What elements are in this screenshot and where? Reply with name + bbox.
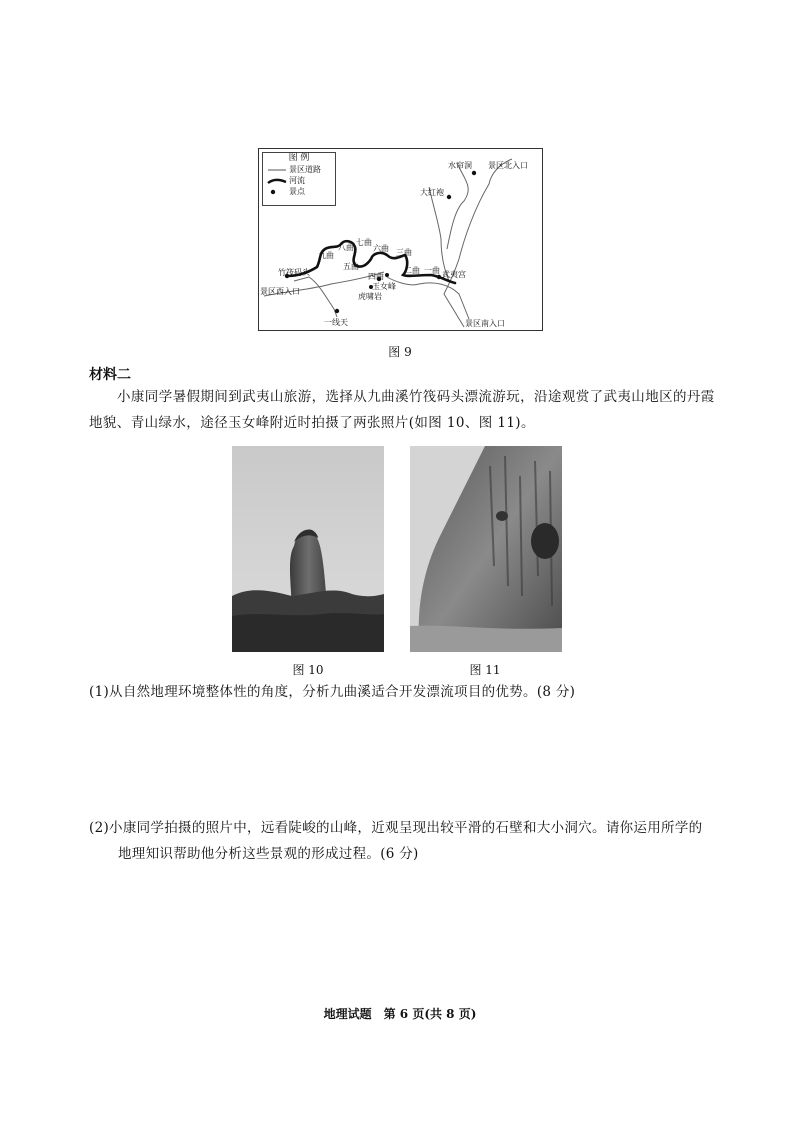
material-2-title: 材料二 xyxy=(89,367,131,383)
question-1: (1)从自然地理环境整体性的角度，分析九曲溪适合开发漂流项目的优势。(8 分) xyxy=(89,684,576,700)
question-2-line-1: (2)小康同学拍摄的照片中，远看陡峻的山峰，近观呈现出较平滑的石壁和大小洞穴。请你运用所学的 xyxy=(89,820,703,836)
material-2-line-2: 地貌、青山绿水，途径玉女峰附近时拍摄了两张照片(如图 10、图 11)。 xyxy=(89,415,535,431)
label-dahongpao: 大红袍 xyxy=(420,188,444,197)
label-south-entrance: 景区南入口 xyxy=(465,319,505,328)
photo-figure-10 xyxy=(232,446,384,652)
label-jiuqu: 九曲 xyxy=(318,251,334,260)
map-legend xyxy=(262,152,336,206)
photo-rock-peak xyxy=(232,446,384,652)
label-zhufa: 竹筏码头 xyxy=(278,268,310,277)
spot-dot-icon xyxy=(267,188,287,196)
river-line-icon xyxy=(267,177,287,185)
road-line-icon xyxy=(267,166,287,174)
label-north-entrance: 景区北入口 xyxy=(488,161,528,170)
label-qiqu: 七曲 xyxy=(356,238,372,247)
label-baqu: 八曲 xyxy=(338,243,354,252)
label-hushaoyan: 虎啸岩 xyxy=(358,292,382,301)
figure-10-caption: 图 10 xyxy=(292,663,324,677)
label-wuyigong: 武夷宫 xyxy=(442,270,466,279)
photo-figure-11 xyxy=(410,446,562,652)
label-erqu: 二曲 xyxy=(404,266,420,275)
material-2-line-1: 小康同学暑假期间到武夷山旅游，选择从九曲溪竹筏码头漂流游玩，沿途观赏了武夷山地区的丹霞 xyxy=(117,389,715,405)
label-siqu: 四曲 xyxy=(368,272,384,281)
spot-siqu xyxy=(385,273,389,277)
label-wuqu: 五曲 xyxy=(343,262,359,271)
label-yiqu: 一曲 xyxy=(424,266,440,275)
photo-cliff-wall xyxy=(410,446,562,652)
spot-wuyigong xyxy=(437,275,441,279)
legend-label-river: 河流 xyxy=(289,176,305,185)
figure-11-caption: 图 11 xyxy=(469,663,501,677)
page-footer: 地理试题 第 6 页(共 8 页) xyxy=(323,1007,477,1021)
question-2-line-2: 地理知识帮助他分析这些景观的形成过程。(6 分) xyxy=(118,846,419,862)
legend-label-road: 景区道路 xyxy=(289,165,321,174)
legend-item-road xyxy=(263,164,335,175)
figure-9-caption: 图 9 xyxy=(388,345,412,359)
label-sanqu: 三曲 xyxy=(396,248,412,257)
legend-item-spot xyxy=(263,186,335,197)
legend-title: 图 例 xyxy=(288,153,310,163)
spot-shuiliandong xyxy=(472,171,476,175)
label-liuqu: 六曲 xyxy=(373,244,389,253)
legend-item-river xyxy=(263,175,335,186)
label-yixiantian: 一线天 xyxy=(324,318,348,327)
spot-dahongpao xyxy=(447,195,451,199)
label-shuiliandong: 水帘洞 xyxy=(448,161,472,170)
label-west-entrance: 景区西入口 xyxy=(260,287,300,296)
label-yunvfeng: 玉女峰 xyxy=(372,282,396,291)
spot-yixiantian xyxy=(335,309,339,313)
legend-label-spot: 景点 xyxy=(289,187,305,196)
